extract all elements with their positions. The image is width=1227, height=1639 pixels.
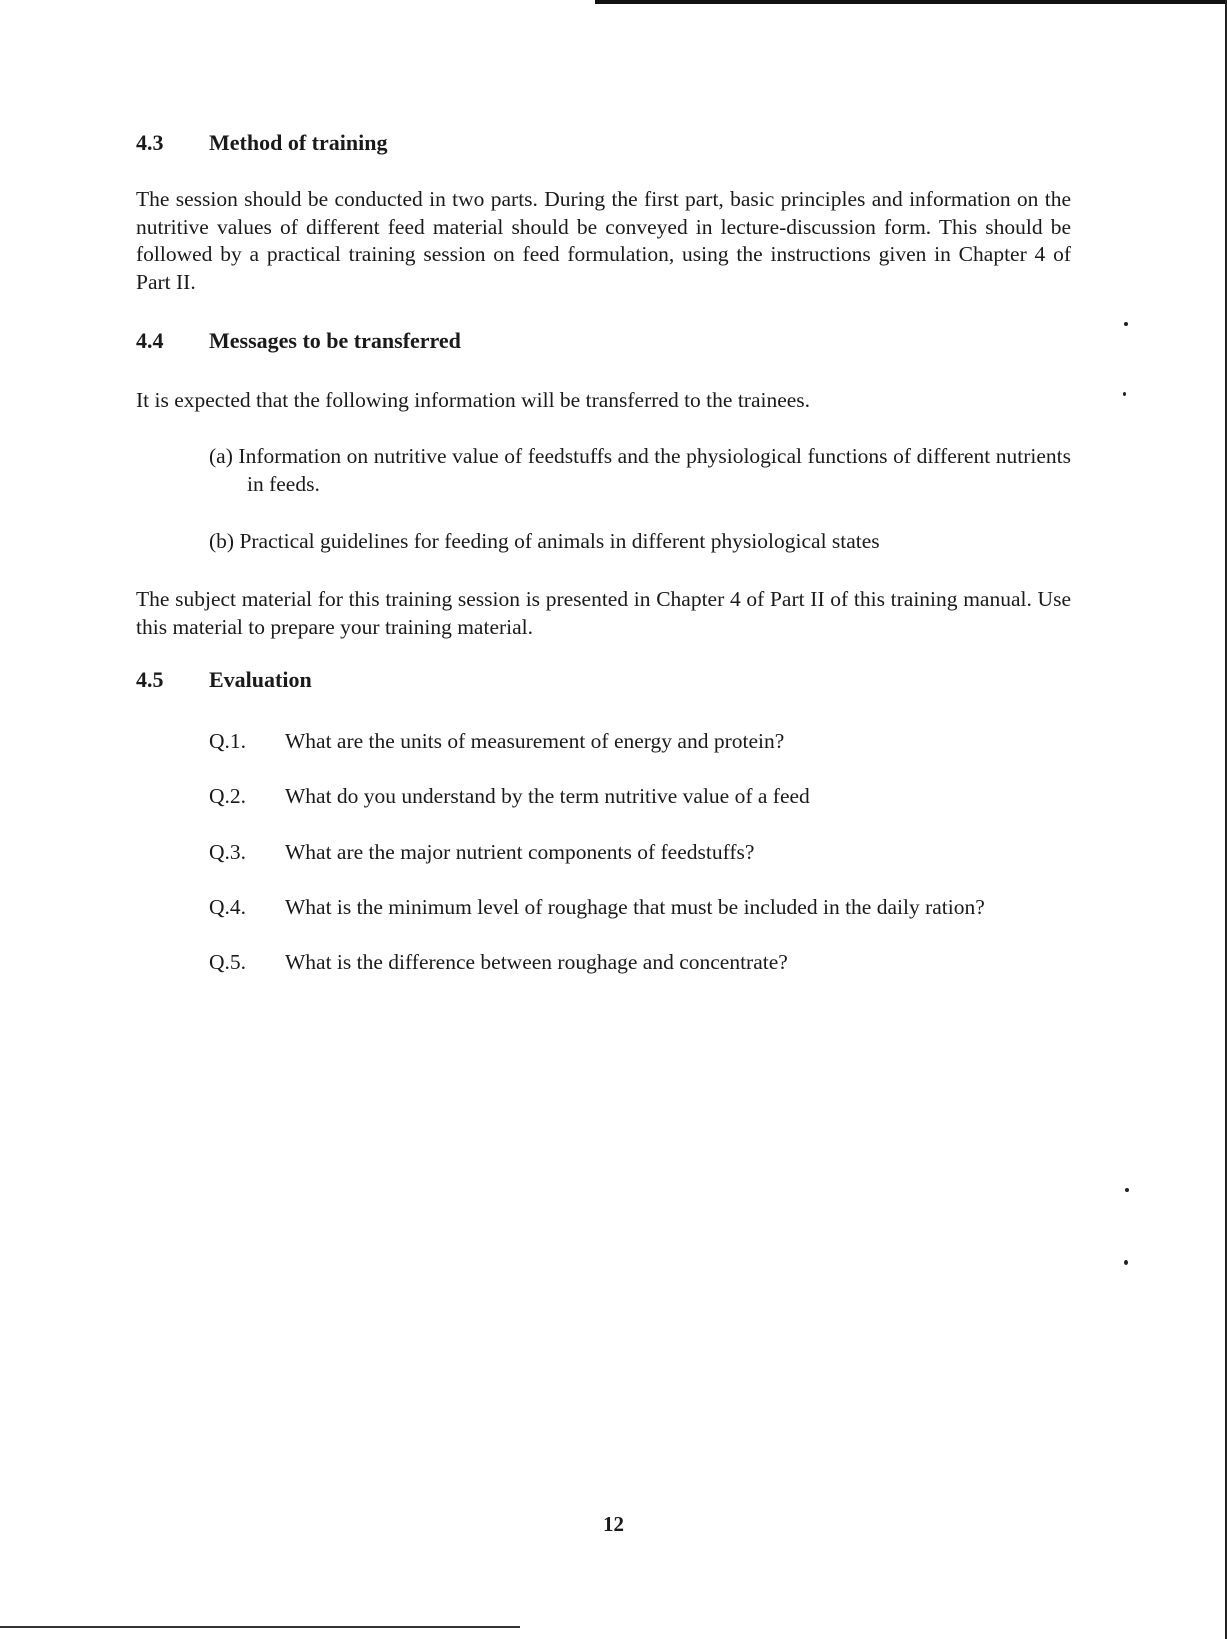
evaluation-question	[209, 895, 985, 920]
question-label: Q.2.	[209, 784, 247, 808]
question-label: Q.3.	[209, 840, 247, 864]
section-number: 4.5	[136, 667, 164, 692]
evaluation-question	[209, 950, 788, 975]
section-heading-4-5	[136, 667, 312, 693]
scan-border-bottom	[0, 1626, 520, 1628]
question-text: What is the difference between roughage and concentrate?	[285, 950, 788, 974]
question-text: What are the major nutrient components of feedstuffs?	[285, 840, 755, 864]
section-title: Evaluation	[209, 667, 312, 692]
scan-speck	[1124, 1260, 1128, 1265]
section-heading-4-4	[136, 328, 461, 354]
scan-speck	[1124, 322, 1128, 326]
question-label: Q.4.	[209, 895, 247, 919]
section-number: 4.4	[136, 328, 164, 353]
intro-paragraph: It is expected that the following information will be transferred to the trainees.	[136, 388, 811, 412]
page-number: 12	[603, 1512, 624, 1536]
question-label: Q.5.	[209, 950, 247, 974]
scan-border-top	[595, 0, 1227, 4]
scan-speck	[1123, 392, 1126, 396]
question-text: What do you understand by the term nutritive value of a feed	[285, 784, 810, 808]
list-item: (a) Information on nutritive value of feedstuffs and the physiological functions of different nutrients in feeds.	[209, 444, 1071, 496]
evaluation-question	[209, 784, 810, 809]
section-number: 4.3	[136, 130, 164, 155]
question-label: Q.1.	[209, 729, 247, 753]
question-text: What is the minimum level of roughage that must be included in the daily ration?	[285, 895, 985, 919]
subject-paragraph: The subject material for this training session is presented in Chapter 4 of Part II of this training manual. Use this material to prepare your training material.	[136, 587, 1071, 639]
section-title: Method of training	[209, 130, 388, 155]
scan-speck	[1125, 1188, 1129, 1192]
question-text: What are the units of measurement of energy and protein?	[285, 729, 785, 753]
evaluation-question	[209, 840, 754, 865]
section-heading-4-3	[136, 130, 387, 156]
list-item: (b) Practical guidelines for feeding of animals in different physiological states	[209, 529, 880, 553]
method-paragraph: The session should be conducted in two parts. During the first part, basic principles and information on the nutritive values of different feed material should be conveyed in lecture-discussion form. This should be followed by a practical training session on feed formulation, using the instructions given in Chapter 4 of Part II.	[136, 187, 1071, 294]
evaluation-question	[209, 729, 784, 754]
section-title: Messages to be transferred	[209, 328, 461, 353]
